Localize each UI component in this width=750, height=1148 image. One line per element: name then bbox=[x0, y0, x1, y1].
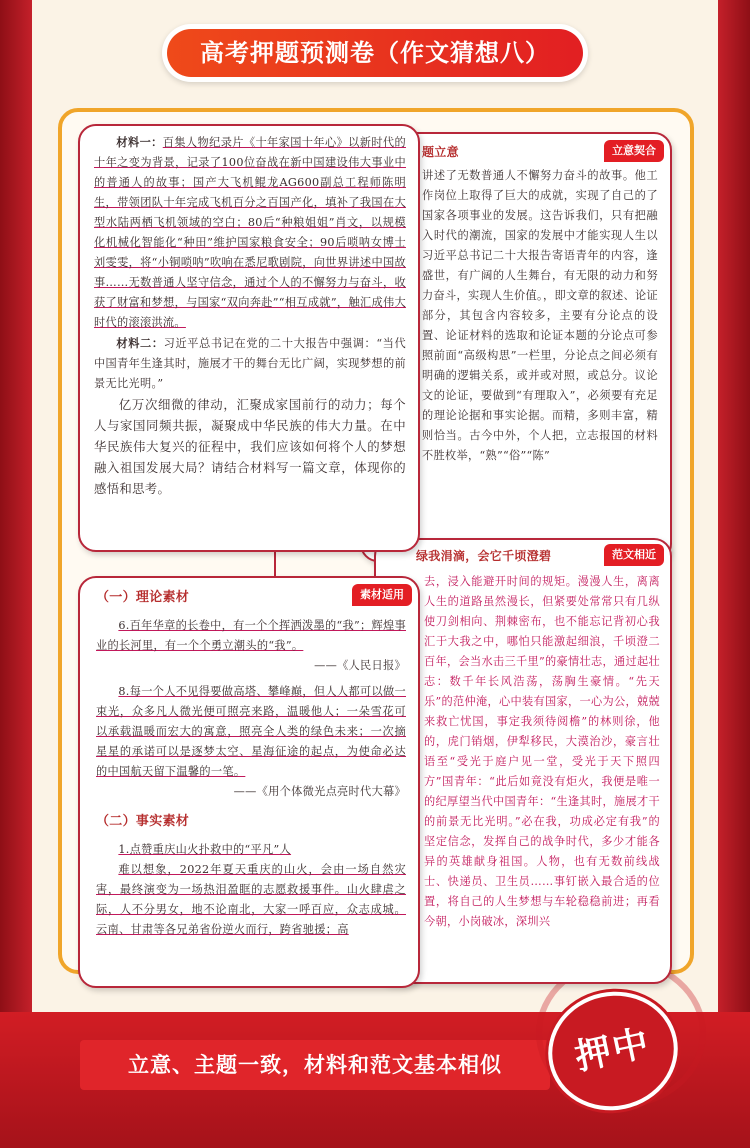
title-banner bbox=[162, 24, 588, 82]
sucai-badge: 素材适用 bbox=[352, 584, 412, 606]
quote-six: 6.百年华章的长卷中，有一个个挥洒泼墨的“我”；辉煌事业的长河里，有一个个勇立潮头的“我”。 bbox=[96, 619, 406, 652]
quote-six-source: ——《人民日报》 bbox=[314, 659, 406, 672]
fact-item-title: 1.点赞重庆山火扑救中的“平凡”人 bbox=[118, 843, 292, 856]
quote-eight-source: ——《用个体微光点亮时代大幕》 bbox=[233, 785, 406, 798]
sucai-content bbox=[80, 588, 418, 940]
theory-heading: （一）理论素材 bbox=[96, 590, 190, 605]
material-one-label: 材料一： bbox=[116, 135, 163, 149]
material-two-label: 材料二： bbox=[116, 336, 164, 350]
right-border bbox=[718, 0, 750, 1148]
lizhi-heading: 题立意 bbox=[422, 145, 459, 159]
fanwen-heading: 绿我涓滴，会它千顷澄碧 bbox=[416, 549, 552, 563]
left-border bbox=[0, 0, 32, 1148]
quote-eight: 8.每一个人不见得要做高塔、攀峰巅，但人人都可以做一束光，众多凡人微光便可照亮来路，温暖他人；一朵雪花可以承载温暖而宏大的寓意，照亮全人类的绿色未来；一次摘星星的承诺可以是逐梦太空、星海征途的起点，为使命必达的中国航天留下温馨的一笔。 bbox=[96, 685, 406, 778]
material-card bbox=[78, 124, 420, 552]
material-two-text: 习近平总书记在党的二十大报告中强调：“当代中国青年生逢其时，施展才干的舞台无比广阔，实现梦想的前景无比光明。” bbox=[94, 337, 406, 390]
fanwen-content bbox=[376, 540, 670, 932]
material-one-text: 百集人物纪录片《十年家国十年心》以新时代的十年之变为背景，记录了100位奋战在新中国建设伟大事业中的普通人的故事；国产大飞机鲲龙AG600副总工程师陈明生，带领团队十年完成飞机百分之百国产化，填补了我国在大型水陆两栖飞机领域的空白；80后“种粮姐姐”肖文，以规模化机械化智能化“种田”维护国家粮食安全；90后唢呐女博士刘雯雯，将“小铜唢呐”吹响在悉尼歌剧院，向世界讲述中国故事……无数普通人坚守信念，通过个人的不懈努力与奋斗，收获了财富和梦想，与国家“双向奔赴”“相互成就”，触汇成伟大时代的滚滚洪流。 bbox=[94, 136, 406, 329]
material-prompt: 亿万次细微的律动，汇聚成家国前行的动力；每个人与家国同频共振，凝聚成中华民族的伟大力量。在中华民族伟大复兴的征程中，我们应该如何将个人的梦想融入祖国发展大局？请结合材料写一篇文章，体现你的感悟和思考。 bbox=[94, 397, 406, 496]
lizhi-badge: 立意契合 bbox=[604, 140, 664, 162]
lizhi-text: 讲述了无数普通人不懈努力奋斗的故事。他工作岗位上取得了巨大的成就，实现了自己的了国家各项事业的发展。这告诉我们，只有把融入时代的潮流，国家的发展中才能实现人生以习近平总书记二十大报告寄语青年的内容，逢盛世，有广阔的人生舞台，有无限的动力和努力奋斗，实现人生价值。，即文章的叙述、论证部分，其包含内容较多，主要有分论点的设置、论证材料的选取和论证本题的分论点可参照前面“高级构思”一栏里，分论点之间必须有明确的逻辑关系，或并或对照，或总分。议论文的论证，要做到“有理取入”，必须要有充足的理论论据和事实论据。而精，多则丰富，精则恰当。古今中外，个人把，立志报国的材料不胜枚举，“熟”“俗”“陈” bbox=[422, 169, 658, 462]
fact-heading: （二）事实素材 bbox=[96, 814, 190, 829]
slogan: 立意、主题一致，材料和范文基本相似 bbox=[80, 1040, 550, 1090]
fanwen-text: 去，浸入能避开时间的规矩。漫漫人生，离离人生的道路虽然漫长，但紧要处常常只有几纵使刀剑相向、荆棘密布，也不能忘记背初心我汇于大我之中，哪怕只能激起细浪，千顷澄二百年，会当水击三千里”的豪情壮志，通过起壮志：数千年长风浩荡，荡胸生豪情。“先天乐”的范仲淹，心中装有国家，一心为公，兢兢来救亡忧国，事定我须待阅檐”的林则徐，他的，虎门销烟，伊犁移民，大漠治沙，豪言壮语至“受光于庭户见一堂，受光于天下照四方”国青年：“此后如竟没有炬火，我便是唯一的纪厚望当代中国青年：“生逢其时，施展才干的前景无比光明。”必在我，功成必定有我”的坚定信念，发挥自己的战争时代，多少才能各异的英雄献身祖国。人物，也有无数前线战士、快递员、卫生员……事钉嵌入最合适的位置，将自己的人生梦想与车轮稳稳前进；再看今朝，小岗破冰，深圳兴 bbox=[424, 575, 660, 928]
stamp-seal: 押中 bbox=[537, 980, 689, 1122]
material-one bbox=[94, 132, 406, 333]
sucai-card bbox=[78, 576, 420, 988]
fact-item-text: 难以想象，2022年夏天重庆的山火，会由一场自然灾害，最终演变为一场热泪盈眶的志愿救援事件。山火肆虐之际，人不分男女，地不论南北，大家一呼百应，众志成城。云南、甘肃等各兄弟省份逆火而行，跨省驰援；高 bbox=[96, 863, 406, 936]
page-title: 高考押题预测卷（作文猜想八） bbox=[167, 29, 583, 77]
material-content bbox=[80, 126, 418, 499]
material-two bbox=[94, 333, 406, 394]
fanwen-badge: 范文相近 bbox=[604, 544, 664, 566]
